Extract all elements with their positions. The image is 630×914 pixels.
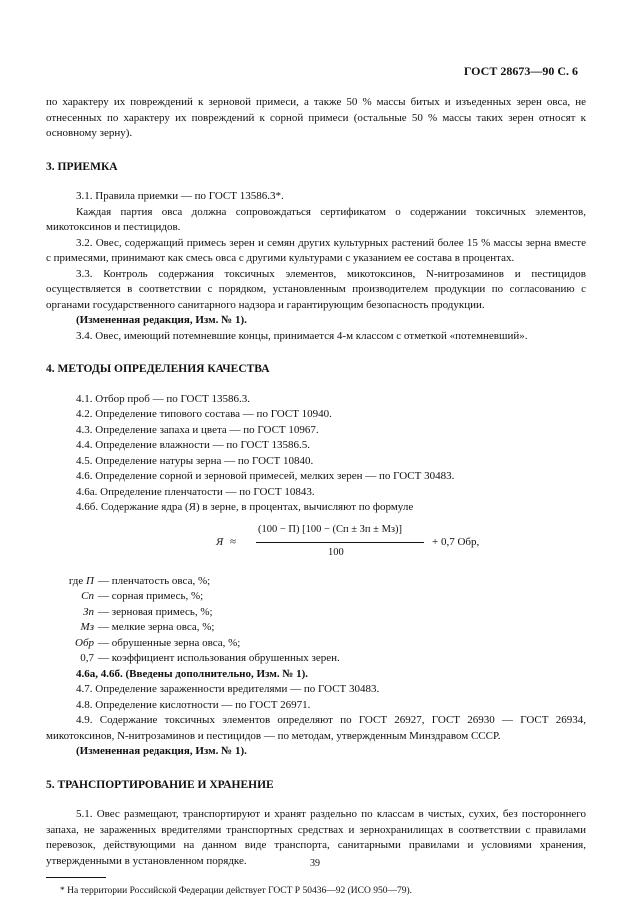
definition-symbol: Mз: [80, 621, 94, 633]
item-4-7: 4.7. Определение зараженности вредителями — по ГОСТ 30483.: [76, 683, 380, 695]
definition-text: — мелкие зерна овса, %;: [98, 621, 215, 633]
definition-row: [46, 574, 586, 590]
formula-denominator: 100: [328, 546, 344, 558]
item-4-4: 4.4. Определение влажности — по ГОСТ 13586.5.: [76, 439, 310, 451]
paragraph-5-1: 5.1. Овес размещают, транспортируют и хранят раздельно по классам в чистых, сухих, без постороннего запаха, не зараженных вредителями транспортных средствах и зернохранилищах в соответствии с правилами перевозок, действующими на данном виде транспорта, санитарными правилами и условиями хранения, утвержденными в установленном порядке.: [46, 808, 586, 867]
page-number: 39: [310, 858, 320, 869]
definition-row: [46, 620, 586, 636]
formula-tail: + 0,7 Обр,: [432, 535, 480, 548]
item-4-3: 4.3. Определение запаха и цвета — по ГОСТ 10967.: [76, 423, 319, 436]
item-4-1: 4.1. Отбор проб — по ГОСТ 13586.3.: [76, 392, 250, 405]
item-4-5: 4.5. Определение натуры зерна — по ГОСТ 10840.: [76, 454, 314, 467]
definition-symbol: Обр: [75, 636, 94, 649]
definition-text: — коэффициент использования обрушенных зерен.: [98, 652, 340, 664]
item-4-9: 4.9. Содержание токсичных элементов определяют по ГОСТ 26927, ГОСТ 26930 — ГОСТ 26934, микотоксинов, N-нитрозаминов и пестицидов — по методам, утвержденным Минздравом СССР.: [46, 714, 586, 742]
symbol-text: П: [86, 574, 94, 587]
item-4-6: 4.6. Определение сорной и зерновой примесей, мелких зерен — по ГОСТ 30483.: [76, 470, 455, 482]
definition-row: [46, 651, 586, 667]
definition-symbol: 0,7: [80, 652, 94, 664]
amendment-note: 4.6а, 4.6б. (Введены дополнительно, Изм. № 1).: [76, 667, 309, 680]
page-header: ГОСТ 28673—90 С. 6: [463, 64, 578, 78]
item-4-8: 4.8. Определение кислотности — по ГОСТ 26971.: [76, 698, 311, 711]
definition-row: [46, 605, 586, 621]
definition-text: — сорная примесь, %;: [98, 590, 204, 602]
item-4-6b: 4.6б. Содержание ядра (Я) в зерне, в процентах, вычисляют по формуле: [76, 501, 414, 513]
where-word: где: [68, 574, 84, 587]
definition-row: [46, 589, 586, 605]
item-4-6a: 4.6а. Определение пленчатости — по ГОСТ 10843.: [76, 485, 315, 498]
definition-text: — зерновая примесь, %;: [98, 605, 213, 618]
paragraph-3-1: 3.1. Правила приемки — по ГОСТ 13586.3*.: [76, 190, 284, 202]
paragraph-3-3: 3.3. Контроль содержания токсичных элементов, микотоксинов, N-нитрозаминов и пестицидов осуществляется в соответствии с порядком, установленным производителем продукции по согласованию с органами государственного санитарного надзора и гарантирующим безопасность продукции.: [46, 267, 586, 311]
paragraph-3-4: 3.4. Овес, имеющий потемневшие концы, принимается 4-м классом с отметкой «потемневший».: [76, 329, 528, 342]
item-4-2: 4.2. Определение типового состава — по ГОСТ 10940.: [76, 408, 332, 420]
page-content: [46, 95, 586, 900]
definition-text: — пленчатость овса, %;: [98, 574, 211, 587]
amendment-note: (Измененная редакция, Изм. № 1).: [76, 314, 247, 326]
kernel-formula: [46, 522, 586, 568]
paragraph-3-2: 3.2. Овес, содержащий примесь зерен и семян других культурных растений более 15 % массы зерна вместе с примесями, принимают как смесь овса с другими культурами с указанием ее состава в процентах.: [46, 236, 586, 264]
formula-approx-sign: ≈: [230, 535, 237, 548]
definition-row: [46, 636, 586, 652]
fraction-bar: [256, 542, 424, 543]
footnote-divider: [46, 877, 106, 878]
section-4-title: 4. МЕТОДЫ ОПРЕДЕЛЕНИЯ КАЧЕСТВА: [46, 363, 270, 375]
definition-symbol: Cп: [81, 590, 94, 602]
formula-numerator: (100 − П) [100 − (Cп ± Зп ± Mз)]: [258, 523, 403, 535]
definition-text: — обрушенные зерна овса, %;: [98, 636, 241, 649]
footnote: * На территории Российской Федерации действует ГОСТ Р 50436—92 (ИСО 950—79).: [60, 886, 412, 896]
section-3-title: 3. ПРИЕМКА: [46, 160, 118, 173]
section-5-title: 5. ТРАНСПОРТИРОВАНИЕ И ХРАНЕНИЕ: [46, 778, 274, 791]
definition-symbol: Зп: [83, 605, 94, 618]
intro-paragraph: по характеру их повреждений к зерновой примеси, а также 50 % массы битых и изъеденных зерен овса, не отнесенных по характеру их повреждений к сорной примеси (остальные 50 % массы таких зерен относят к основному зерну).: [46, 96, 586, 139]
definition-symbol: [46, 574, 98, 590]
formula-definitions: [46, 574, 586, 667]
paragraph-3-1-cont: Каждая партия овса должна сопровождаться сертификатом о содержании токсичных элементов, микотоксинов и пестицидов.: [46, 205, 586, 233]
amendment-note: (Измененная редакция, Изм. № 1).: [76, 745, 247, 757]
formula-lhs: Я: [216, 535, 224, 548]
